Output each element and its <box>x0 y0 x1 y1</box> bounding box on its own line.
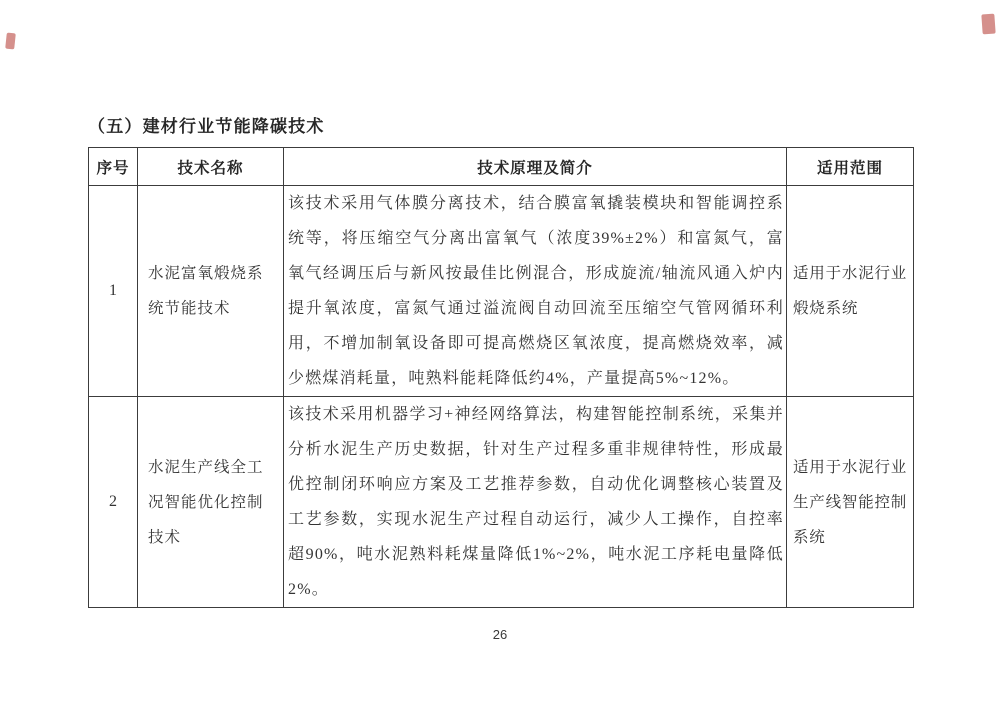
header-principle-intro: 技术原理及简介 <box>284 148 787 186</box>
scan-artifact-top-right <box>981 14 995 35</box>
table-header <box>89 148 914 186</box>
page-number: 26 <box>492 627 508 642</box>
technology-table <box>88 147 914 608</box>
table-row <box>89 186 914 397</box>
row-technology-name: 水泥富氧煅烧系统节能技术 <box>138 186 284 397</box>
table-header-row <box>89 148 914 186</box>
row-principle-intro: 该技术采用气体膜分离技术，结合膜富氧撬装模块和智能调控系统等，将压缩空气分离出富氧气（浓度39%±2%）和富氮气，富氧气经调压后与新风按最佳比例混合，形成旋流/轴流风通入炉内提升氧浓度，富氮气通过溢流阀自动回流至压缩空气管网循环利用，不增加制氧设备即可提高燃烧区氧浓度，提高燃烧效率，减少燃煤消耗量，吨熟料能耗降低约4%，产量提高5%~12%。 <box>284 186 787 397</box>
table-row <box>89 397 914 608</box>
row-serial-number: 1 <box>89 186 138 397</box>
header-technology-name: 技术名称 <box>138 148 284 186</box>
row-serial-number: 2 <box>89 397 138 608</box>
row-principle-intro: 该技术采用机器学习+神经网络算法，构建智能控制系统，采集并分析水泥生产历史数据，针对生产过程多重非规律特性，形成最优控制闭环响应方案及工艺推荐参数，自动优化调整核心装置及工艺参数，实现水泥生产过程自动运行，减少人工操作，自控率超90%，吨水泥熟料耗煤量降低1%~2%，吨水泥工序耗电量降低2%。 <box>284 397 787 608</box>
header-applicable-scope: 适用范围 <box>787 148 914 186</box>
row-applicable-scope: 适用于水泥行业煅烧系统 <box>787 186 914 397</box>
page-title: （五）建材行业节能降碳技术 <box>88 117 325 136</box>
row-applicable-scope: 适用于水泥行业生产线智能控制系统 <box>787 397 914 608</box>
row-technology-name: 水泥生产线全工况智能优化控制技术 <box>138 397 284 608</box>
scan-artifact-top-left <box>5 33 16 50</box>
header-serial-number: 序号 <box>89 148 138 186</box>
table-body <box>89 186 914 608</box>
